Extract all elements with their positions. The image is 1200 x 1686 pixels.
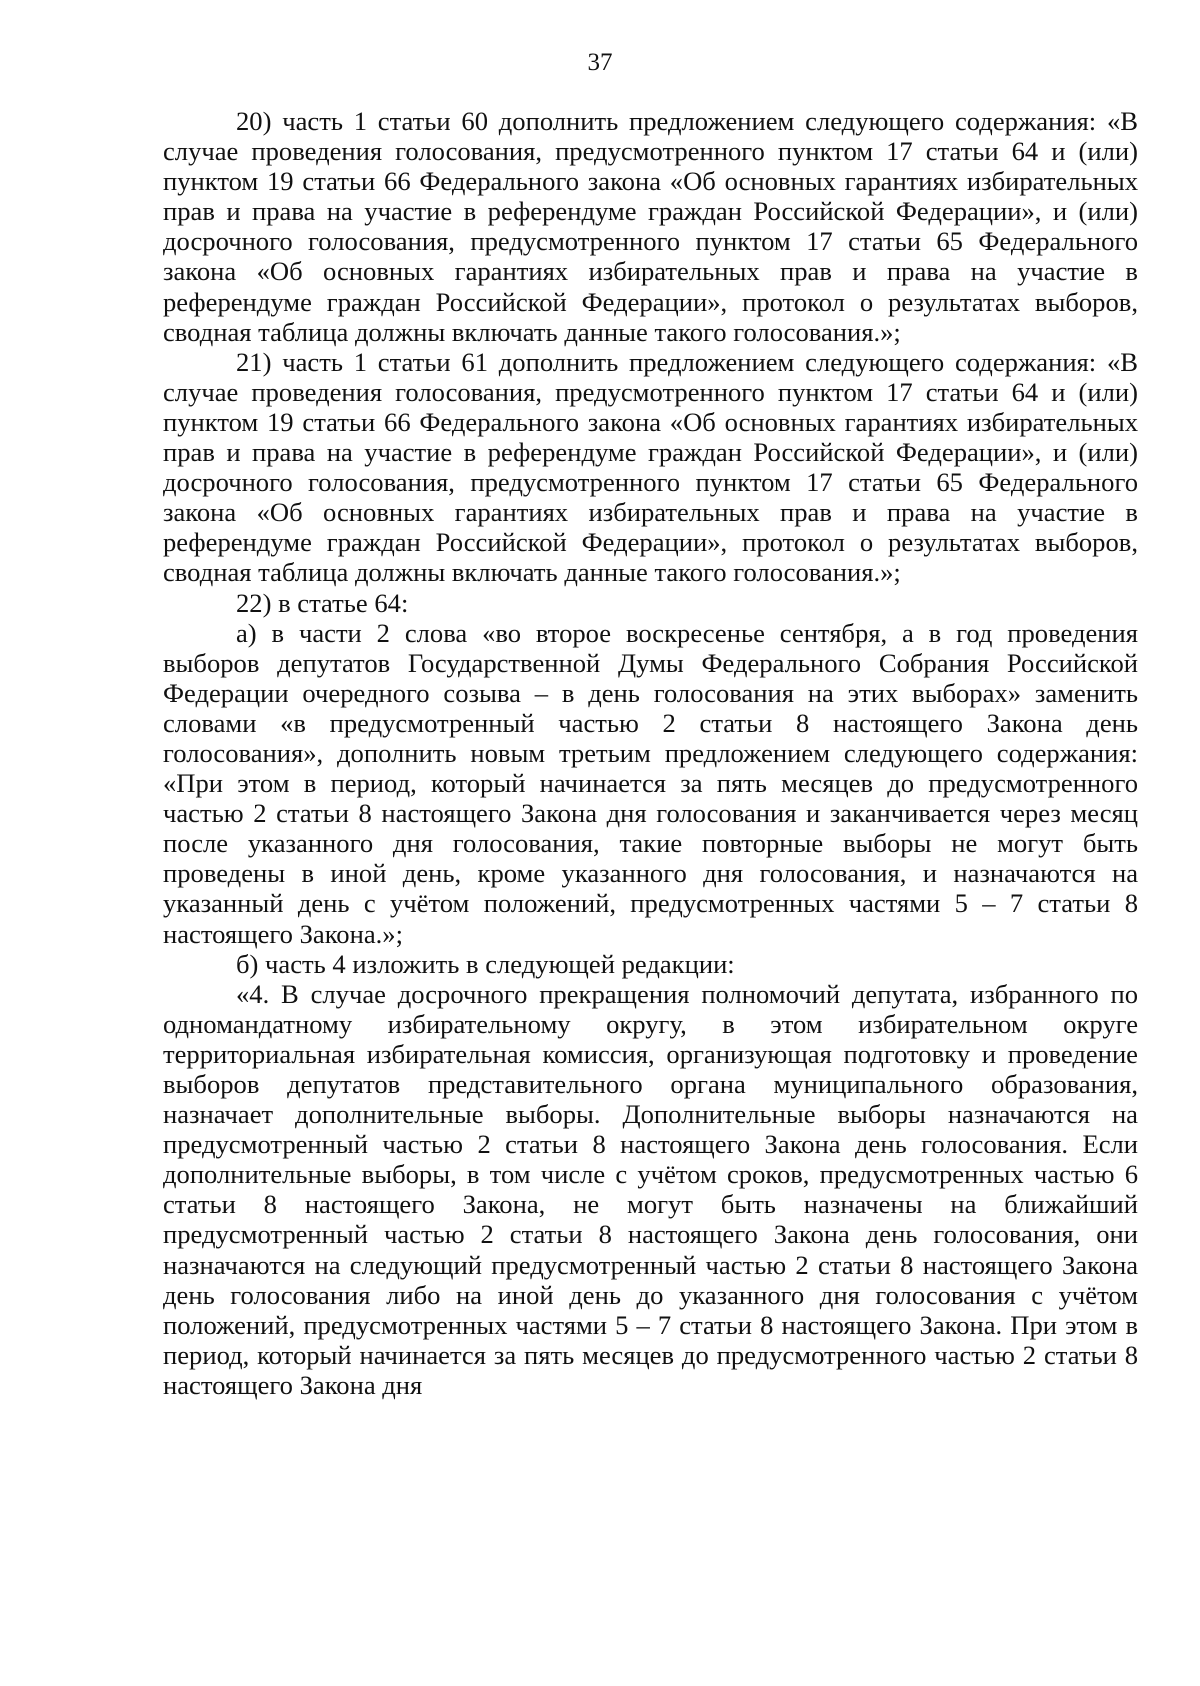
paragraph-item-21: 21) часть 1 статьи 61 дополнить предложением следующего содержания: «В случае проведения голосования, предусмотренного пунктом 17 статьи 64 и (или) пунктом 19 статьи 66 Федерального закона «Об основных гарантиях избирательных прав и права на участие в референдуме граждан Российской Федерации», и (или) досрочного голосования, предусмотренного пунктом 17 статьи 65 Федерального закона «Об основных гарантиях избирательных прав и права на участие в референдуме граждан Российской Федерации», протокол о результатах выборов, сводная таблица должны включать данные такого голосования.»; [163, 346, 1138, 588]
document-body [163, 106, 1138, 1400]
paragraph-subitem-b: б) часть 4 изложить в следующей редакции: [236, 948, 735, 979]
paragraph-new-part-4: «4. В случае досрочного прекращения полномочий депутата, избранного по одномандатному избирательному округу, в этом избирательном округе территориальная избирательная комиссия, организующая подготовку и проведение выборов депутатов представительного органа муниципального образования, назначает дополнительные выборы. Дополнительные выборы назначаются на предусмотренный частью 2 статьи 8 настоящего Закона день голосования. Если дополнительные выборы, в том числе с учётом сроков, предусмотренных частью 6 статьи 8 настоящего Закона, не могут быть назначены на ближайший предусмотренный частью 2 статьи 8 настоящего Закона день голосования, они назначаются на следующий предусмотренный частью 2 статьи 8 настоящего Закона день голосования либо на иной день до указанного дня голосования с учётом положений, предусмотренных частями 5 – 7 статьи 8 настоящего Закона. При этом в период, который начинается за пять месяцев до предусмотренного частью 2 статьи 8 настоящего Закона дня [163, 978, 1138, 1400]
paragraph-subitem-a: а) в части 2 слова «во второе воскресенье сентября, а в год проведения выборов депутатов Государственной Думы Федерального Собрания Российской Федерации очередного созыва – в день голосования на этих выборах» заменить словами «в предусмотренный частью 2 статьи 8 настоящего Закона день голосования», дополнить новым третьим предложением следующего содержания: «При этом в период, который начинается за пять месяцев до предусмотренного частью 2 статьи 8 настоящего Закона дня голосования и заканчивается через месяц после указанного дня голосования, такие повторные выборы не могут быть проведены в иной день, кроме указанного дня голосования, и назначаются на указанный день с учётом положений, предусмотренных частями 5 – 7 статьи 8 настоящего Закона.»; [163, 617, 1138, 949]
page-number: 37 [587, 49, 613, 76]
paragraph-item-20: 20) часть 1 статьи 60 дополнить предложением следующего содержания: «В случае проведения голосования, предусмотренного пунктом 17 статьи 64 и (или) пунктом 19 статьи 66 Федерального закона «Об основных гарантиях избирательных прав и права на участие в референдуме граждан Российской Федерации», и (или) досрочного голосования, предусмотренного пунктом 17 статьи 65 Федерального закона «Об основных гарантиях избирательных прав и права на участие в референдуме граждан Российской Федерации», протокол о результатах выборов, сводная таблица должны включать данные такого голосования.»; [163, 106, 1138, 347]
paragraph-item-22: 22) в статье 64: [236, 587, 409, 618]
